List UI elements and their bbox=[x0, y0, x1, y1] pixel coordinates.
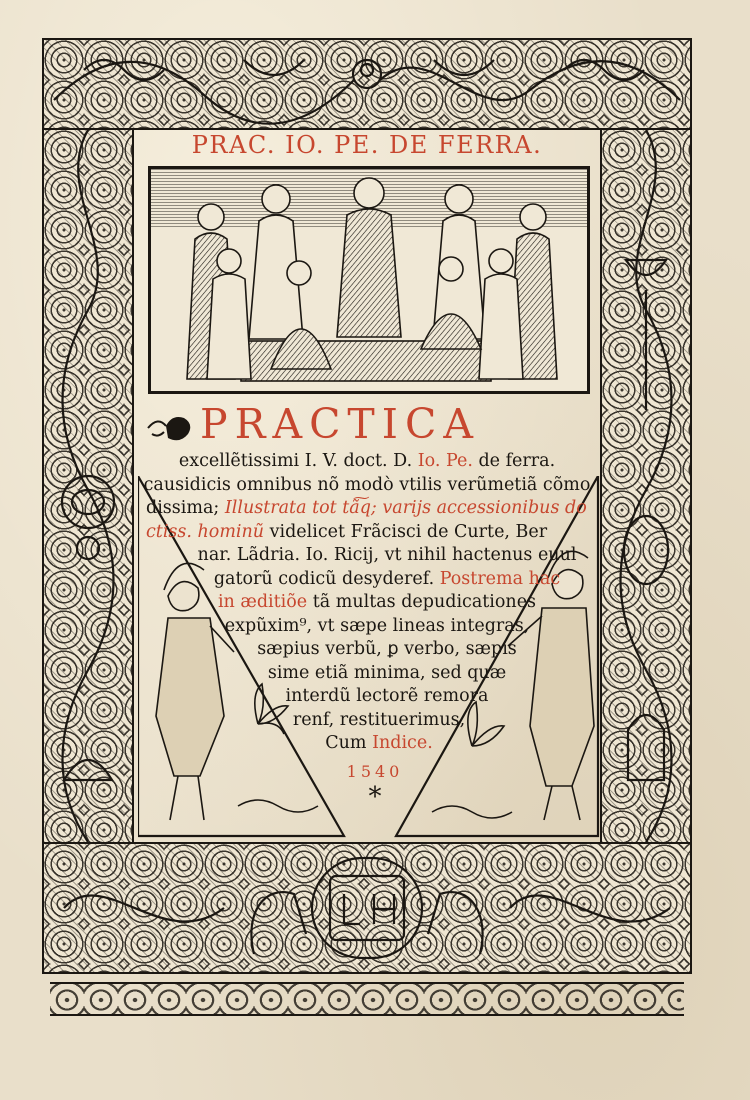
text-line-1 bbox=[140, 450, 594, 474]
text-segment: excellẽtissimi I. V. doct. D. bbox=[178, 451, 418, 471]
left-ornamental-border bbox=[42, 128, 134, 844]
page-header: PRAC. IO. PE. DE FERRA. bbox=[191, 131, 543, 159]
text-segment-red: ctiss. hominũ bbox=[146, 521, 265, 542]
text-line-4 bbox=[140, 521, 594, 545]
asterisk-icon: * bbox=[368, 782, 382, 812]
text-segment: gatorũ codicũ desyderef. bbox=[213, 568, 440, 589]
text-line-8 bbox=[140, 615, 594, 639]
text-segment: sime etiã minima, sed quæ bbox=[267, 662, 507, 683]
text-segment: Cum bbox=[325, 733, 373, 753]
tailpiece-ornament bbox=[50, 982, 684, 1016]
text-segment: dissima; bbox=[146, 498, 225, 518]
woodcut-illustration bbox=[148, 166, 590, 394]
text-line-9 bbox=[140, 638, 594, 662]
text-segment-red: Illustrata tot tã͠q; varijs accessionibus do bbox=[224, 498, 587, 518]
title-row bbox=[136, 398, 598, 450]
text-segment-red: in æditiõe bbox=[217, 592, 308, 612]
text-segment-red: Postrema hac bbox=[439, 568, 561, 589]
imprint-year: 1540 bbox=[346, 762, 404, 781]
book-title: PRACTICA bbox=[200, 400, 480, 448]
top-ornamental-border bbox=[42, 38, 692, 130]
text-segment: tã multas depudicationes bbox=[307, 592, 537, 612]
text-segment-red: Io. Pe. bbox=[417, 451, 473, 471]
text-line-5 bbox=[140, 544, 594, 568]
text-line-7 bbox=[140, 591, 594, 615]
text-line-2 bbox=[140, 474, 594, 498]
text-segment-red: Indice. bbox=[372, 733, 433, 753]
text-segment: expũxim⁹, vt sæpe lineas integras, bbox=[224, 615, 530, 636]
text-segment: renf, restituerimus, bbox=[292, 709, 466, 730]
text-segment: interdũ lectorẽ remora bbox=[285, 686, 489, 706]
text-segment: videlicet Frãcisci de Curte, Ber bbox=[264, 521, 548, 542]
text-line-3 bbox=[140, 497, 594, 521]
text-line-10 bbox=[140, 662, 594, 686]
text-line-11 bbox=[140, 685, 594, 709]
text-segment: nar. Lãdria. Io. Ricij, vt nihil hactenus euul bbox=[197, 545, 577, 565]
title-text-block bbox=[140, 450, 594, 756]
hedera-fleuron-icon bbox=[144, 412, 194, 442]
text-segment: sæpius verbũ, ꝑ verbo, sæpis bbox=[257, 639, 517, 659]
bottom-ornamental-border bbox=[42, 842, 692, 974]
text-segment: causidicis omnibus nõ modò vtilis verũmetiã cõmo bbox=[143, 474, 591, 495]
text-segment: de ferra. bbox=[472, 451, 556, 471]
text-line-6 bbox=[140, 568, 594, 592]
text-line-13 bbox=[140, 732, 594, 756]
right-ornamental-border bbox=[600, 128, 692, 844]
text-line-12 bbox=[140, 709, 594, 733]
